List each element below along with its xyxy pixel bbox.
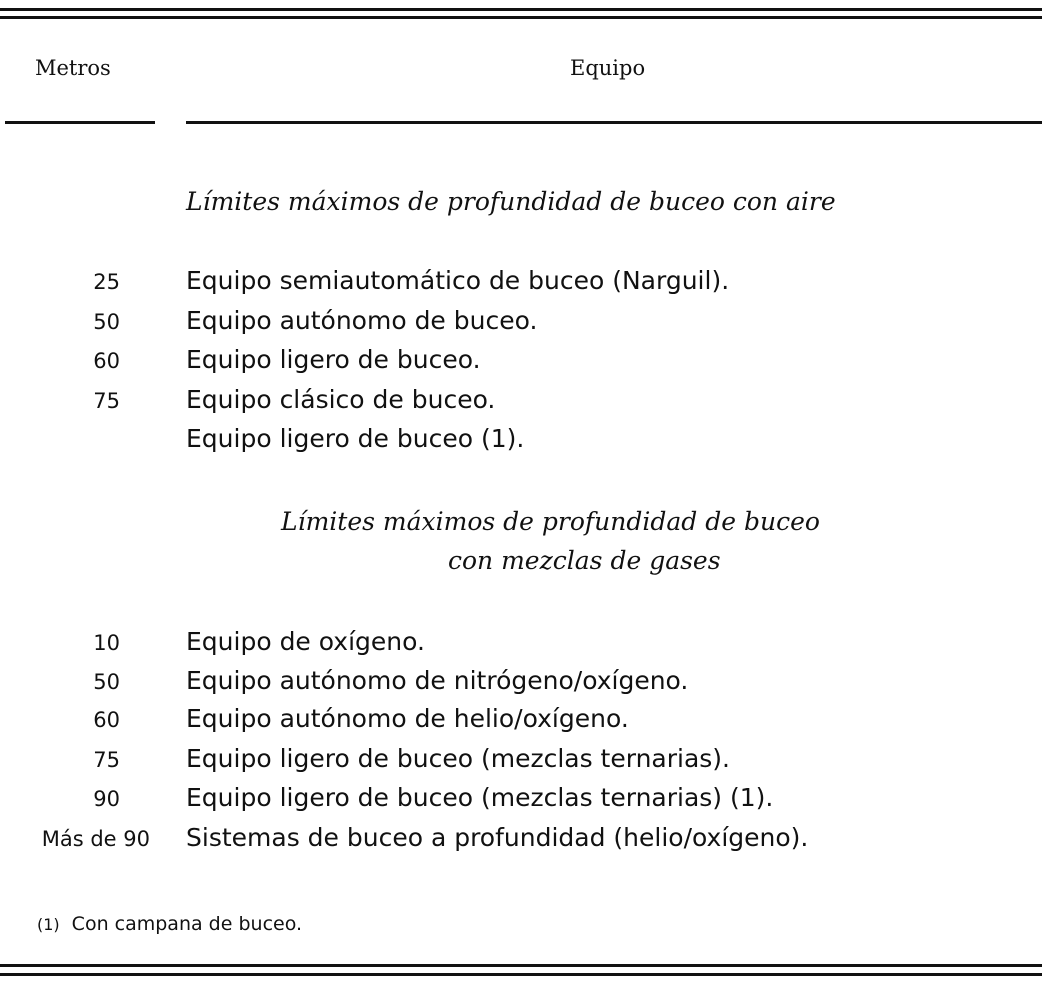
equipment-header-rule	[186, 121, 1042, 124]
section-title-gas-mix-line-2: con mezclas de gases	[448, 546, 721, 575]
row-equipment: Equipo ligero de buceo (mezclas ternarias).	[186, 744, 731, 773]
bottom-rule-1	[0, 964, 1042, 967]
table-row	[0, 345, 1042, 381]
table-row	[0, 385, 1042, 421]
row-meters: 10	[93, 631, 120, 655]
table-row	[0, 424, 1042, 460]
section-title-gas-mix-line-1: Límites máximos de profundidad de buceo	[281, 507, 820, 536]
row-equipment: Equipo ligero de buceo (1).	[186, 424, 525, 453]
footnote-text: Con campana de buceo.	[71, 913, 303, 935]
table-row	[0, 783, 1042, 819]
bottom-rule-2	[0, 973, 1042, 976]
table-row	[0, 823, 1042, 859]
row-meters: 50	[93, 670, 120, 694]
table-row	[0, 266, 1042, 302]
row-meters: 75	[93, 748, 120, 772]
table-row	[0, 627, 1042, 663]
row-equipment: Equipo autónomo de buceo.	[186, 306, 538, 335]
section-title-air: Límites máximos de profundidad de buceo con aire	[186, 187, 836, 216]
row-meters: 50	[93, 310, 120, 334]
meters-header-rule	[5, 121, 155, 124]
row-equipment: Equipo clásico de buceo.	[186, 385, 496, 414]
top-rule-2	[0, 16, 1042, 19]
row-meters: Más de 90	[41, 827, 150, 851]
footnote-marker: (1)	[37, 915, 60, 934]
row-meters: 60	[93, 349, 120, 373]
table-row	[0, 666, 1042, 702]
row-equipment: Equipo autónomo de helio/oxígeno.	[186, 704, 629, 733]
row-equipment: Equipo semiautomático de buceo (Narguil).	[186, 266, 730, 295]
row-equipment: Equipo ligero de buceo.	[186, 345, 481, 374]
row-meters: 25	[93, 270, 120, 294]
row-meters: 90	[93, 787, 120, 811]
table-row	[0, 306, 1042, 342]
row-meters: 75	[93, 389, 120, 413]
meters-column-header: Metros	[35, 56, 111, 80]
footnote	[37, 913, 302, 935]
table-row	[0, 704, 1042, 740]
row-meters: 60	[93, 708, 120, 732]
top-rule-1	[0, 8, 1042, 11]
row-equipment: Equipo de oxígeno.	[186, 627, 425, 656]
row-equipment: Equipo ligero de buceo (mezclas ternarias) (1).	[186, 783, 774, 812]
row-equipment: Sistemas de buceo a profundidad (helio/oxígeno).	[186, 823, 809, 852]
equipment-column-header: Equipo	[570, 56, 646, 80]
row-equipment: Equipo autónomo de nitrógeno/oxígeno.	[186, 666, 689, 695]
table-row	[0, 744, 1042, 780]
